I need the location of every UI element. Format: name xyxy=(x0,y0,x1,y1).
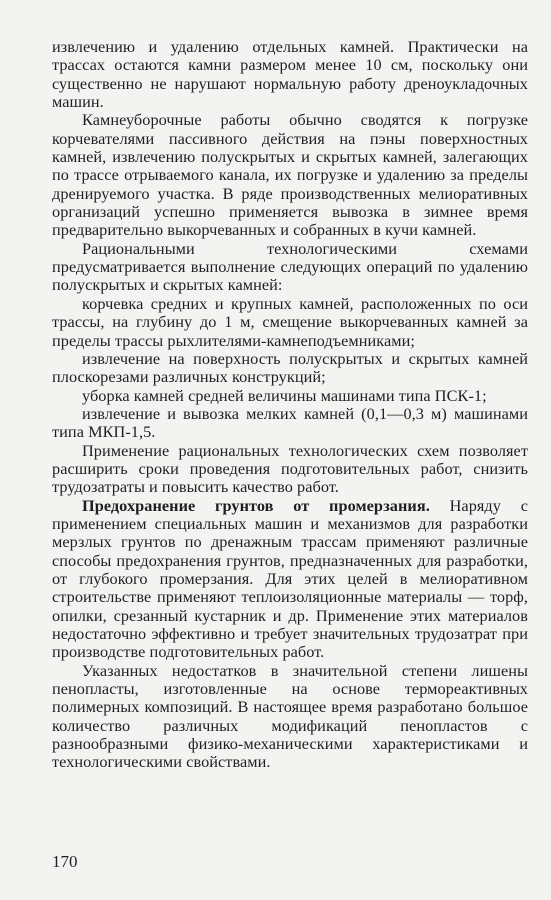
list-item-4: извлечение и вывозка мелких камней (0,1—0,3 м) машинами типа МКП-1,5. xyxy=(52,403,528,442)
section-heading: Предохранение грунтов от промерзания. xyxy=(82,495,430,515)
paragraph-4: Применение рациональных технологических схем позволяет расширить сроки проведения подготовительных работ, снизить трудозатраты и повысить качество работ. xyxy=(52,440,528,497)
paragraph-6: Указанных недостатков в значительной степени лишены пенопласты, изготовленные на основе термореактивных полимерных композиций. В настоящее время разработано большое количество различных модификаций пенопластов с разнообразными физико-механическими характеристиками и технологическими свойствами. xyxy=(52,660,528,772)
paragraph-5-body: Наряду с применением специальных машин и механизмов для разработки мерзлых грунтов по дренажным трассам применяют различные способы предохранения грунтов, предназначенных для разработки, от глубокого промерзания. Для этих целей в мелиоративном строительстве применяют теплоизоляционные материалы — торф, опилки, срезанный кустарник и др. Применение этих материалов недостаточно эффективно и требует значительных трудозатрат при производстве подготовительных работ. xyxy=(52,495,529,662)
paragraph-3: Рациональными технологическими схемами предусматривается выполнение следующих операций по удалению полускрытых и скрытых камней: xyxy=(52,238,528,295)
list-item-1: корчевка средних и крупных камней, расположенных по оси трассы, на глубину до 1 м, смещение выкорчеванных камней за пределы трассы рыхлителями-камнеподъемниками; xyxy=(52,293,528,350)
list-item-2: извлечение на поверхность полускрытых и скрытых камней плоскорезами различных конструкций; xyxy=(52,348,528,387)
main-text-block xyxy=(52,38,528,772)
paragraph-1: извлечению и удалению отдельных камней. Практически на трассах остаются камни размером менее 10 см, поскольку они существенно не нарушают нормальную работу дреноукладочных машин. xyxy=(52,37,528,112)
paragraph-5 xyxy=(52,497,528,662)
list-item-3: уборка камней средней величины машинами типа ПСК-1; xyxy=(82,385,487,405)
page-number: 170 xyxy=(52,852,78,871)
paragraph-2: Камнеуборочные работы обычно сводятся к погрузке корчевателями пассивного действия на пэны поверхностных камней, извлечению полускрытых и скрытых камней, залегающих по трассе отрываемого канала, их погрузке и удалению за пределы дренируемого участка. В ряде производственных мелиоративных организаций успешно применяется вывозка в зимнее время предварительно выкорчеванных и собранных в кучи камней. xyxy=(52,110,528,240)
